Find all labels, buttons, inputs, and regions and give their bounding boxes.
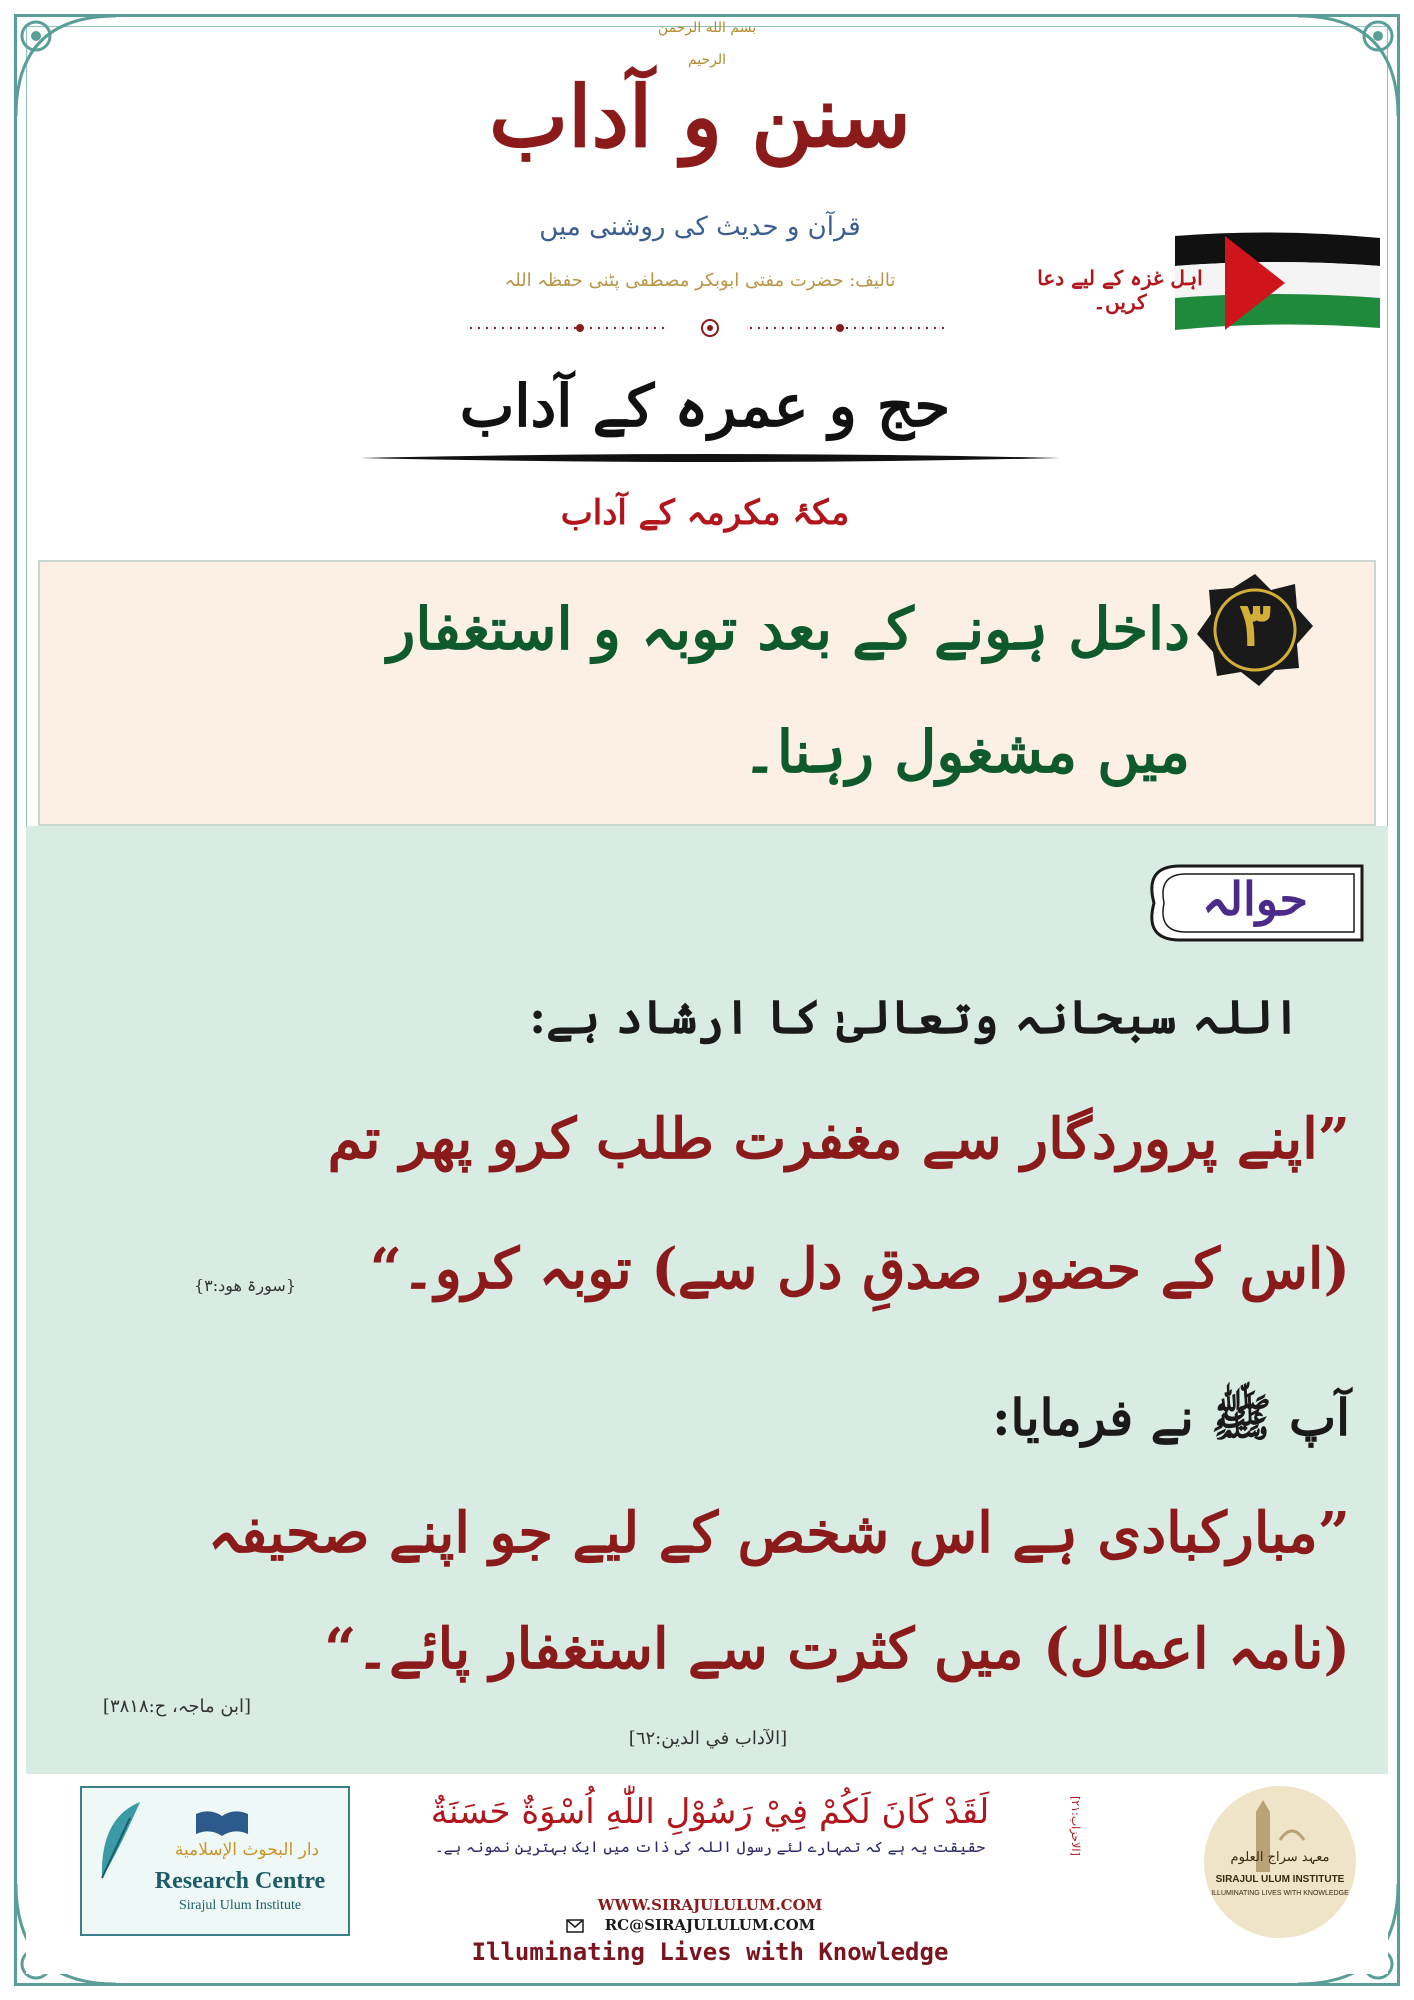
author-line: تالیف: حضرت مفتی ابوبکر مصطفی پٹنی حفظہ اللہ	[504, 270, 896, 291]
ayah-translation: حقیقت یہ ہے کہ تمہارے لئے رسول اللہ کی ذات میں ایک بہترین نمونہ ہے۔	[434, 1838, 986, 1856]
quote-2-line-2: (نامہ اعمال) میں کثرت سے استغفار پائے۔“	[324, 1616, 1350, 1682]
research-centre-logo	[80, 1786, 350, 1936]
reference-intro-1: اللہ سبحانہ وتعالیٰ کا ارشاد ہے:	[529, 990, 1300, 1044]
quote-1-line-1: ”اپنے پروردگار سے مغفرت طلب کرو پھر تم	[327, 1106, 1350, 1172]
section-title: حج و عمرہ کے آداب	[459, 372, 951, 440]
citation-surah-hud: {سورۃ ھود:۳}	[193, 1276, 297, 1295]
corner-ornament-top-left	[6, 6, 126, 126]
quote-1-line-2: (اس کے حضور صدقِ دل سے) توبہ کرو۔“	[369, 1236, 1350, 1302]
point-text-line-1: داخل ہونے کے بعد توبہ و استغفار	[387, 595, 1190, 663]
subsection-title: مکۂ مکرمہ کے آداب	[560, 493, 850, 533]
citation-ibn-majah: [ابن ماجہ، ح:۳۸۱۸]	[102, 1696, 252, 1717]
email-link[interactable]: RC@SIRAJULULUM.COM	[604, 1916, 816, 1934]
ayah-reference: [الاحزاب:۲۱]	[1069, 1796, 1082, 1856]
institute-tagline: ILLUMINATING LIVES WITH KNOWLEDGE	[1211, 1890, 1349, 1897]
book-icon	[192, 1808, 252, 1838]
page-subtitle: قرآن و حدیث کی روشنی میں	[539, 212, 861, 242]
corner-ornament-top-right	[1288, 6, 1408, 126]
bismillah-calligraphy: بسم الله الرحمن الرحيم	[657, 20, 757, 68]
research-centre-subtitle: Sirajul Ulum Institute	[178, 1898, 302, 1913]
website-link[interactable]: WWW.SIRAJULULUM.COM	[597, 1896, 823, 1914]
institute-urdu-name: معہد سراج العلوم	[1230, 1850, 1330, 1865]
tagline: Illuminating Lives with Knowledge	[471, 1938, 949, 1966]
quran-ayah: لَقَدْ كَانَ لَكُمْ فِيْ رَسُوْلِ اللّٰهِ اُسْوَةٌ حَسَنَةٌ	[430, 1792, 990, 1832]
reference-intro-2: آپ ﷺ نے فرمایا:	[992, 1388, 1350, 1447]
quote-2-line-1: ”مبارکبادی ہے اس شخص کے لیے جو اپنے صحیفہ	[207, 1500, 1350, 1566]
point-text-line-2: میں مشغول رہنا۔	[742, 718, 1190, 786]
page-title: سنن و آداب	[489, 67, 911, 166]
point-number: ۳	[1238, 590, 1272, 660]
research-centre-arabic: دار البحوث الإسلامية	[174, 1840, 320, 1860]
ornamental-divider	[470, 318, 950, 338]
institute-name: SIRAJUL ULUM INSTITUTE	[1215, 1874, 1345, 1885]
reference-heading: حوالہ	[1202, 872, 1308, 926]
research-centre-title: Research Centre	[154, 1868, 326, 1894]
citation-adab-fi-deen: [الآداب في الدين:٦٢]	[628, 1728, 788, 1749]
gaza-dua-text: اہل غزہ کے لیے دعا کریں۔	[1037, 266, 1203, 314]
section-underline	[360, 452, 1060, 464]
